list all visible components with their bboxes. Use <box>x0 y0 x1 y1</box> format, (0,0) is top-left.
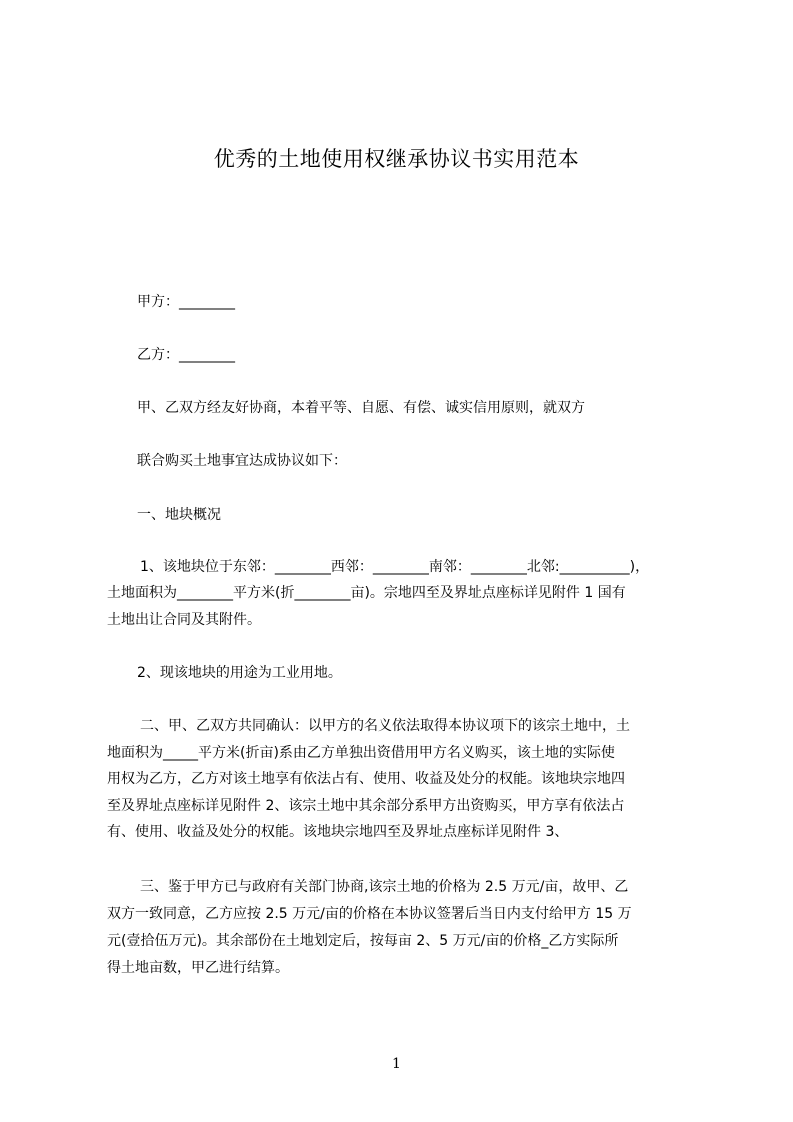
section-3-line-3: 元(壹拾伍万元)。其余部份在土地划定后，按每亩 2、5 万元/亩的价格_乙方实际所 <box>107 933 619 949</box>
clause-2-line: 2、现该地块的用途为工业用地。 <box>137 665 342 681</box>
section-1-heading: 一、地块概况 <box>137 507 221 523</box>
section-2-line-3: 用权为乙方，乙方对该土地享有依法占有、使用、收益及处分的权能。该地块宗地四 <box>107 771 625 787</box>
intro-paragraph-line-1: 甲、乙双方经友好协商，本着平等、自愿、有偿、诚实信用原则，就双方 <box>137 400 585 416</box>
section-2-line-2: 地面积为_____平方米(折亩)系由乙方单独出资借用甲方名义购买，该土地的实际使 <box>107 745 615 761</box>
clause-1-line-2: 土地面积为________平方米(折________亩)。宗地四至及界址点座标详见附件 1 国有 <box>107 585 626 601</box>
clause-1-line-3: 土地出让合同及其附件。 <box>107 612 261 628</box>
page-number: 1 <box>392 1056 401 1072</box>
section-2-line-5: 有、使用、收益及处分的权能。该地块宗地四至及界址点座标详见附件 3、 <box>107 824 569 840</box>
clause-1-line-1: 1、该地块位于东邻：________西邻：________南邻：________北邻:__________)， <box>140 559 650 575</box>
party-a-line: 甲方：________ <box>137 294 235 310</box>
intro-paragraph-line-2: 联合购买土地事宜达成协议如下： <box>137 453 347 469</box>
section-3-line-2: 双方一致同意，乙方应按 2.5 万元/亩的价格在本协议签署后当日内支付给甲方 15 万 <box>107 906 632 922</box>
section-2-line-4: 至及界址点座标详见附件 2、该宗土地中其余部分系甲方出资购买，甲方享有依法占 <box>107 798 625 814</box>
section-3-line-1: 三、鉴于甲方已与政府有关部门协商,该宗土地的价格为 2.5 万元/亩，故甲、乙 <box>140 879 629 895</box>
party-b-line: 乙方：________ <box>137 347 235 363</box>
document-title: 优秀的土地使用权继承协议书实用范本 <box>213 147 580 171</box>
section-2-line-1: 二、甲、乙双方共同确认：以甲方的名义依法取得本协议项下的该宗土地中，土 <box>140 718 630 734</box>
section-3-line-4: 得土地亩数，甲乙进行结算。 <box>107 960 289 976</box>
